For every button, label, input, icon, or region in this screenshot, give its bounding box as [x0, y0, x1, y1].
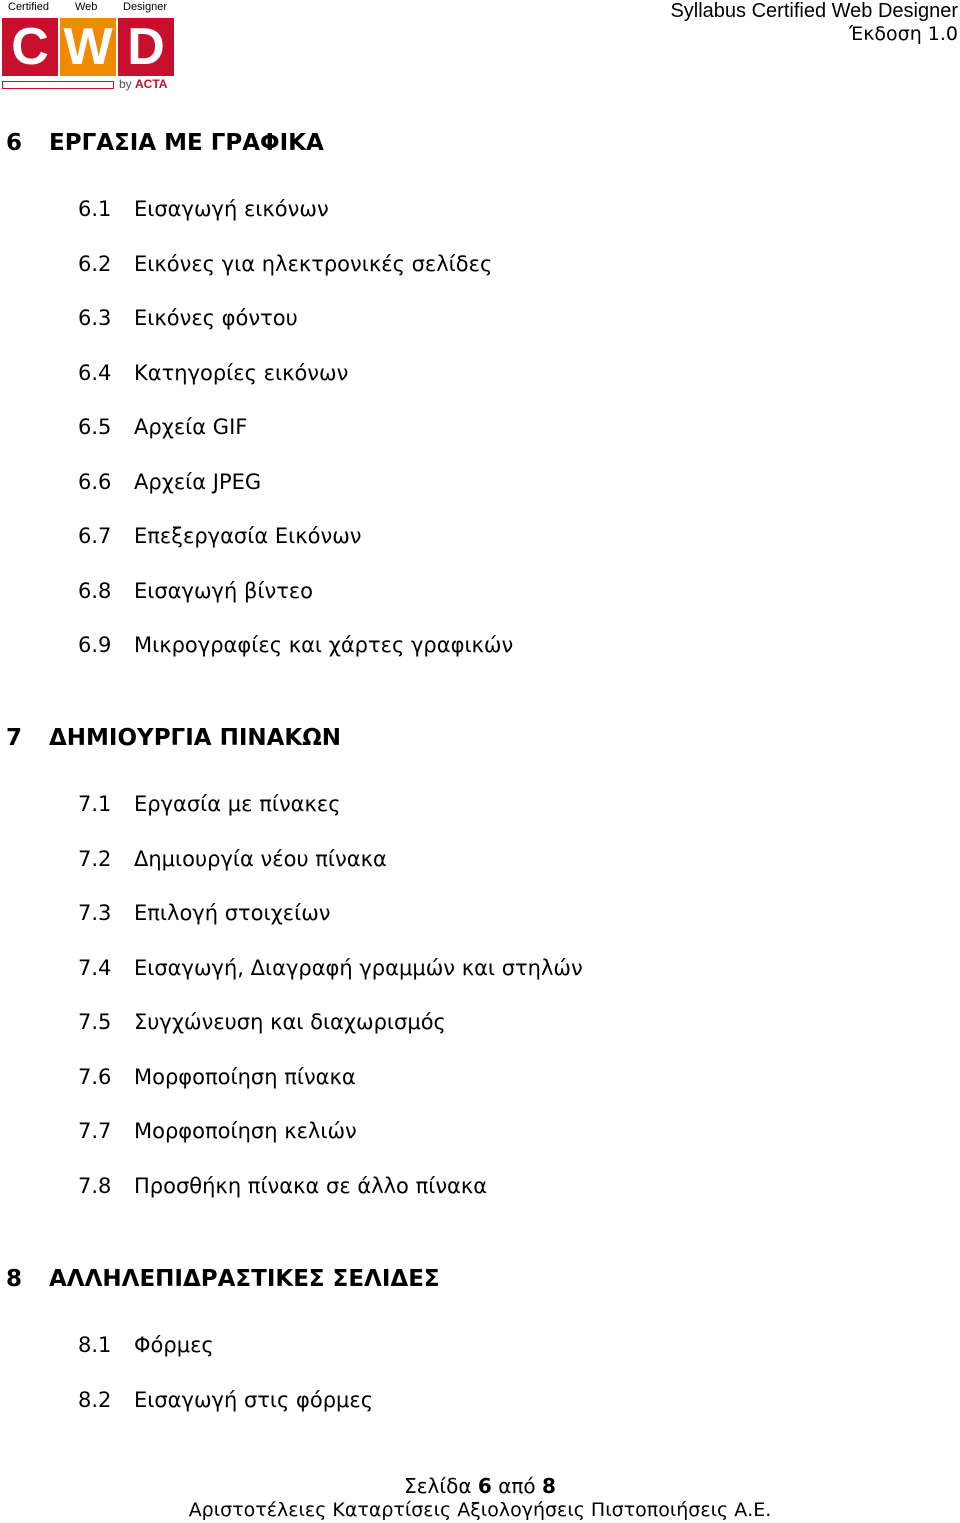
- item-title: Προσθήκη πίνακα σε άλλο πίνακα: [134, 1174, 488, 1198]
- logo-by-brand: ACTA: [135, 77, 168, 91]
- page-current: 6: [477, 1474, 492, 1498]
- item-title: Δημιουργία νέου πίνακα: [134, 847, 387, 871]
- item-number: 7.2: [78, 847, 112, 871]
- item-number: 6.8: [78, 579, 112, 603]
- logo-letter-c: C: [2, 18, 58, 76]
- item-title: Εικόνες φόντου: [134, 306, 298, 330]
- item-title: Εισαγωγή, Διαγραφή γραμμών και στηλών: [134, 956, 583, 980]
- item-title: Εισαγωγή βίντεο: [134, 579, 314, 603]
- item-title: Αρχεία JPEG: [134, 470, 262, 494]
- item-number: 7.6: [78, 1065, 112, 1089]
- item-title: Επιλογή στοιχείων: [134, 901, 331, 925]
- item-title: Επεξεργασία Εικόνων: [134, 524, 362, 548]
- item-number: 6.6: [78, 470, 112, 494]
- section-title: ΔΗΜΙΟΥΡΓΙΑ ΠΙΝΑΚΩΝ: [49, 725, 342, 751]
- item-number: 7.7: [78, 1119, 112, 1143]
- page-of: από: [498, 1474, 536, 1498]
- page-total: 8: [542, 1474, 556, 1498]
- item-number: 8.2: [78, 1388, 112, 1412]
- item-title: Εισαγωγή στις φόρμες: [134, 1388, 374, 1412]
- cwd-logo: [2, 0, 174, 94]
- logo-letter-blocks: [2, 18, 174, 76]
- item-title: Εικόνες για ηλεκτρονικές σελίδες: [134, 252, 493, 276]
- logo-label-web: Web: [75, 1, 98, 13]
- logo-top-labels: [2, 1, 174, 15]
- item-number: 7.4: [78, 956, 112, 980]
- item-number: 6.2: [78, 252, 112, 276]
- item-number: 6.5: [78, 415, 112, 439]
- item-number: 7.3: [78, 901, 112, 925]
- logo-by-text: [119, 77, 167, 91]
- section-number: 7: [6, 725, 23, 751]
- item-title: Κατηγορίες εικόνων: [134, 361, 349, 385]
- logo-letter-w: W: [60, 18, 116, 76]
- section-title: ΕΡΓΑΣΙΑ ΜΕ ΓΡΑΦΙΚΑ: [49, 130, 324, 156]
- document-title: Syllabus Certified Web Designer: [670, 0, 958, 22]
- item-title: Εργασία με πίνακες: [134, 792, 341, 816]
- item-number: 6.1: [78, 197, 112, 221]
- section-number: 6: [6, 130, 23, 156]
- item-number: 6.7: [78, 524, 112, 548]
- item-title: Μορφοποίηση κελιών: [134, 1119, 357, 1143]
- logo-by-prefix: by: [119, 77, 136, 91]
- item-number: 8.1: [78, 1333, 112, 1357]
- item-number: 6.4: [78, 361, 112, 385]
- document-header: [670, 0, 958, 46]
- logo-letter-d: D: [118, 18, 174, 76]
- section-title: ΑΛΛΗΛΕΠΙΔΡΑΣΤΙΚΕΣ ΣΕΛΙΔΕΣ: [49, 1266, 440, 1292]
- item-title: Μικρογραφίες και χάρτες γραφικών: [134, 633, 514, 657]
- item-title: Μορφοποίηση πίνακα: [134, 1065, 356, 1089]
- logo-by-line: [2, 78, 174, 92]
- item-title: Φόρμες: [134, 1333, 214, 1357]
- section-number: 8: [6, 1266, 23, 1292]
- item-number: 6.3: [78, 306, 112, 330]
- item-number: 7.8: [78, 1174, 112, 1198]
- page-prefix: Σελίδα: [404, 1474, 472, 1498]
- footer-organization: Αριστοτέλειες Καταρτίσεις Αξιολογήσεις Πιστοποιήσεις Α.Ε.: [188, 1499, 772, 1521]
- logo-rule: [2, 81, 114, 89]
- item-number: 7.5: [78, 1010, 112, 1034]
- item-number: 7.1: [78, 792, 112, 816]
- page-number: [0, 1473, 960, 1499]
- logo-label-designer: Designer: [123, 1, 168, 13]
- document-version: Έκδοση 1.0: [849, 23, 958, 45]
- logo-label-certified: Certified: [8, 1, 49, 13]
- item-title: Εισαγωγή εικόνων: [134, 197, 329, 221]
- item-title: Συγχώνευση και διαχωρισμός: [134, 1010, 446, 1034]
- item-title: Αρχεία GIF: [134, 415, 248, 439]
- item-number: 6.9: [78, 633, 112, 657]
